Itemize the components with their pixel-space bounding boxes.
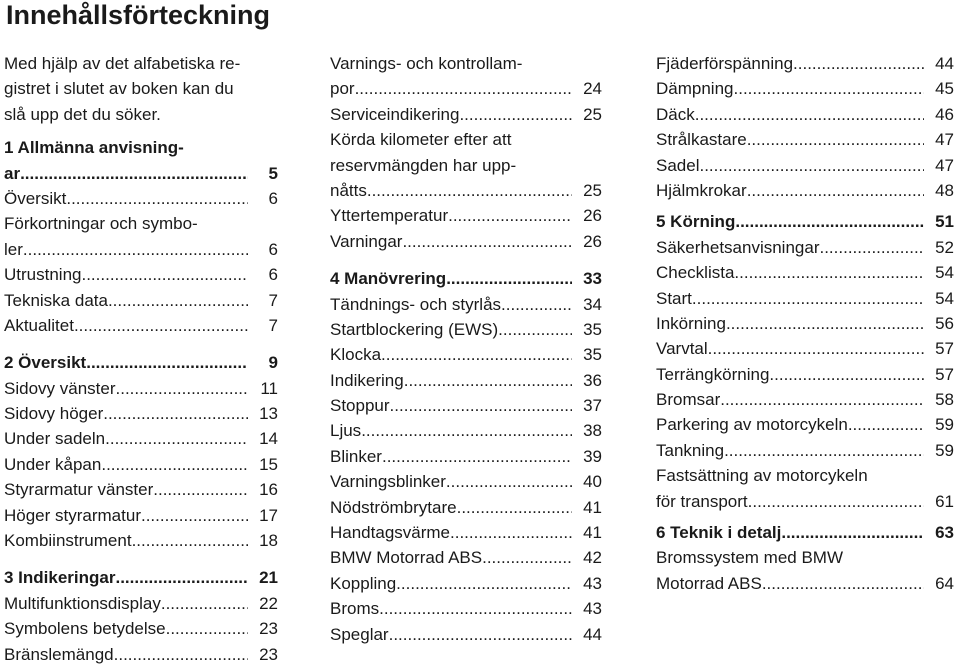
chapter-title: 6 Teknik i detalj [656, 523, 782, 543]
page-number: 24 [583, 79, 602, 99]
entry-title: Under sadeln [4, 429, 106, 449]
toc-entry[interactable] [656, 489, 954, 514]
dot-leader [355, 76, 572, 101]
dot-leader [114, 642, 248, 667]
dot-leader [748, 489, 924, 514]
toc-entry[interactable] [330, 229, 602, 254]
dot-leader [446, 469, 572, 494]
entry-title: Tändnings- och styrlås [330, 294, 502, 314]
chapter-title: 2 Översikt [4, 353, 87, 373]
dot-leader [86, 350, 248, 375]
dot-leader [361, 418, 572, 443]
entry-title: Säkerhetsanvisningar [656, 237, 820, 257]
dot-leader [450, 520, 572, 545]
chapter-heading[interactable] [4, 350, 278, 375]
page-number: 37 [583, 396, 602, 416]
dot-leader [20, 161, 248, 186]
dot-leader [708, 336, 924, 361]
page-number: 22 [259, 593, 278, 613]
page-number: 40 [583, 472, 602, 492]
dot-leader [459, 102, 572, 127]
toc-entry[interactable] [4, 591, 278, 616]
entry-title[interactable]: reservmängden har upp- [330, 155, 517, 175]
page-number: 34 [583, 294, 602, 314]
entry-title: Checklista [656, 263, 735, 283]
page-number: 23 [259, 619, 278, 639]
dot-leader [101, 452, 248, 477]
entry-title: Multifunktionsdisplay [4, 593, 161, 613]
toc-entry[interactable] [4, 401, 278, 426]
entry-title: Strålkastare [656, 130, 747, 150]
entry-title: Översikt [4, 188, 67, 208]
page-number: 59 [935, 440, 954, 460]
entry-title[interactable]: Bromssystem med BMW [656, 548, 844, 568]
dot-leader [720, 387, 924, 412]
entry-title: Sidovy höger [4, 404, 104, 424]
dot-leader [115, 565, 248, 590]
entry-title: Nödströmbrytare [330, 497, 457, 517]
toc-entry[interactable] [330, 495, 602, 520]
toc-entry[interactable] [656, 260, 954, 285]
page-number: 47 [935, 130, 954, 150]
toc-entry[interactable] [330, 444, 602, 469]
dot-leader [367, 178, 572, 203]
dot-leader [747, 178, 924, 203]
dot-leader [848, 412, 924, 437]
dot-leader [457, 495, 572, 520]
dot-leader [498, 317, 572, 342]
entry-title: Terrängkörning [656, 364, 770, 384]
page-number: 14 [259, 429, 278, 449]
entry-title: Motorrad ABS [656, 573, 762, 593]
page-number: 63 [935, 523, 954, 543]
entry-title: nåtts [330, 180, 367, 200]
toc-entry[interactable] [330, 393, 602, 418]
intro-text: gistret i slutet av boken kan du [4, 79, 234, 99]
toc-entry[interactable] [4, 452, 278, 477]
entry-title: Varningsblinker [330, 472, 446, 492]
dot-leader [734, 76, 925, 101]
toc-entry[interactable] [4, 186, 278, 211]
dot-leader [724, 438, 924, 463]
entry-title: Koppling [330, 573, 397, 593]
entry-title: Speglar [330, 624, 389, 644]
toc-entry[interactable] [330, 102, 602, 127]
entry-title: Styrarmatur vänster [4, 480, 154, 500]
dot-leader [501, 292, 572, 317]
entry-title: BMW Motorrad ABS [330, 548, 483, 568]
toc-entry[interactable] [330, 622, 602, 647]
toc-entry[interactable] [4, 262, 278, 287]
dot-leader [699, 153, 924, 178]
page-number: 35 [583, 319, 602, 339]
entry-title: Indikering [330, 370, 404, 390]
entry-title: Inkörning [656, 313, 726, 333]
entry-title: Serviceindikering [330, 104, 460, 124]
toc-entry[interactable] [656, 76, 954, 101]
chapter-title: 4 Manövrering [330, 269, 447, 289]
chapter-title: ar [4, 163, 21, 183]
page-number: 6 [268, 265, 278, 285]
page-number: 57 [935, 364, 954, 384]
toc-entry[interactable] [330, 317, 602, 342]
page-number: 25 [583, 104, 602, 124]
entry-title: Blinker [330, 446, 382, 466]
entry-title: Aktualitet [4, 315, 74, 335]
chapter-heading[interactable] [656, 209, 954, 234]
page-number: 7 [268, 315, 278, 335]
entry-title[interactable]: Förkortningar och symbo- [4, 214, 198, 234]
toc-entry[interactable] [656, 153, 954, 178]
page-number: 54 [935, 288, 954, 308]
page-number: 13 [259, 404, 278, 424]
toc-column-1 [4, 51, 278, 667]
toc-entry[interactable] [656, 286, 954, 311]
toc-entry[interactable] [330, 545, 602, 570]
toc-entry[interactable] [4, 237, 278, 262]
page-number: 39 [583, 446, 602, 466]
toc-entry[interactable] [656, 387, 954, 412]
chapter-heading[interactable] [656, 520, 954, 545]
dot-leader [116, 376, 249, 401]
page-number: 35 [583, 345, 602, 365]
page-number: 57 [935, 339, 954, 359]
page-number: 42 [583, 548, 602, 568]
page-number: 18 [259, 531, 278, 551]
toc-entry[interactable] [4, 528, 278, 553]
chapter-title: 3 Indikeringar [4, 568, 116, 588]
dot-leader [793, 51, 924, 76]
page-number: 21 [259, 568, 278, 588]
chapter-heading[interactable]: 1 Allmänna anvisning- [4, 138, 184, 158]
page-number: 47 [935, 155, 954, 175]
dot-leader [161, 591, 248, 616]
toc-column-3 [656, 51, 954, 596]
toc-entry[interactable] [656, 438, 954, 463]
entry-title: Kombiinstrument [4, 531, 132, 551]
toc-entry[interactable] [656, 336, 954, 361]
entry-title: Dämpning [656, 79, 734, 99]
dot-leader [108, 288, 248, 313]
toc-entry[interactable] [330, 571, 602, 596]
toc-column-2 [330, 51, 602, 647]
dot-leader [390, 393, 572, 418]
page-number: 9 [268, 353, 278, 373]
chapter-heading[interactable] [330, 266, 602, 291]
dot-leader [166, 616, 248, 641]
entry-title[interactable]: Fastsättning av motorcykeln [656, 466, 868, 486]
chapter-heading[interactable] [4, 565, 278, 590]
dot-leader [153, 477, 248, 502]
entry-title: för transport [656, 491, 748, 511]
page-number: 45 [935, 79, 954, 99]
page-number: 41 [583, 497, 602, 517]
page-number: 33 [583, 269, 602, 289]
toc-entry[interactable] [656, 311, 954, 336]
toc-entry[interactable] [4, 503, 278, 528]
toc-entry[interactable] [656, 51, 954, 76]
page-number: 23 [259, 644, 278, 664]
dot-leader [734, 260, 924, 285]
toc-entry[interactable] [4, 376, 278, 401]
page-number: 43 [583, 599, 602, 619]
page-number: 46 [935, 104, 954, 124]
toc-entry[interactable] [656, 412, 954, 437]
dot-leader [381, 342, 572, 367]
entry-title: Varningar [330, 231, 403, 251]
dot-leader [105, 426, 248, 451]
dot-leader [769, 362, 924, 387]
entry-title: Parkering av motorcykeln [656, 415, 848, 435]
entry-title: Hjälmkrokar [656, 180, 747, 200]
entry-title[interactable]: Varnings- och kontrollam- [330, 54, 523, 73]
toc-entry[interactable] [4, 642, 278, 667]
chapter-title: 5 Körning [656, 212, 736, 232]
dot-leader [762, 571, 924, 596]
toc-entry[interactable] [656, 127, 954, 152]
page-number: 26 [583, 231, 602, 251]
entry-title: Sidovy vänster [4, 378, 116, 398]
dot-leader [103, 401, 248, 426]
entry-title: Utrustning [4, 265, 82, 285]
page-number: 5 [268, 163, 278, 183]
entry-title: Broms [330, 599, 380, 619]
dot-leader [379, 596, 572, 621]
dot-leader [389, 622, 572, 647]
dot-leader [747, 127, 924, 152]
dot-leader [404, 368, 572, 393]
page-number: 6 [268, 188, 278, 208]
toc-entry[interactable] [330, 596, 602, 621]
toc-entry[interactable] [4, 616, 278, 641]
page-number: 61 [935, 491, 954, 511]
entry-title: Stoppur [330, 396, 390, 416]
dot-leader [66, 186, 248, 211]
entry-title: Sadel [656, 155, 700, 175]
page-number: 36 [583, 370, 602, 390]
entry-title: Yttertemperatur [330, 206, 449, 226]
dot-leader [446, 266, 572, 291]
page-number: 43 [583, 573, 602, 593]
entry-title: Tekniska data [4, 290, 108, 310]
entry-title: por [330, 79, 355, 99]
page-number: 41 [583, 523, 602, 543]
toc-entry[interactable] [330, 76, 602, 101]
toc-entry[interactable] [4, 313, 278, 338]
entry-title: Handtagsvärme [330, 523, 451, 543]
entry-title: Höger styrarmatur [4, 505, 141, 525]
page-number: 11 [260, 378, 278, 398]
page-number: 6 [268, 239, 278, 259]
toc-entry[interactable] [330, 203, 602, 228]
dot-leader [695, 102, 924, 127]
page-number: 59 [935, 415, 954, 435]
page-number: 64 [935, 573, 954, 593]
entry-title: Startblockering (EWS) [330, 319, 499, 339]
dot-leader [141, 503, 248, 528]
entry-title[interactable]: Körda kilometer efter att [330, 130, 512, 150]
toc-entry[interactable] [330, 178, 602, 203]
page-number: 44 [583, 624, 602, 644]
page-number: 25 [583, 180, 602, 200]
dot-leader [396, 571, 572, 596]
entry-title: Under kåpan [4, 454, 102, 474]
dot-leader [692, 286, 924, 311]
toc-entry[interactable] [4, 426, 278, 451]
page-number: 56 [935, 313, 954, 333]
entry-title: Tankning [656, 440, 725, 460]
dot-leader [726, 311, 924, 336]
dot-leader [482, 545, 572, 570]
entry-title: Start [656, 288, 692, 308]
toc-entry[interactable] [330, 418, 602, 443]
dot-leader [819, 235, 924, 260]
dot-leader [81, 262, 248, 287]
toc-entry[interactable] [656, 362, 954, 387]
dot-leader [781, 520, 924, 545]
page-number: 38 [583, 421, 602, 441]
page-number: 26 [583, 206, 602, 226]
chapter-heading[interactable] [4, 161, 278, 186]
entry-title: Fjäderförspänning [656, 54, 794, 73]
entry-title: ler [4, 239, 23, 259]
toc-entry[interactable] [656, 571, 954, 596]
toc-entry[interactable] [4, 477, 278, 502]
page-number: 51 [935, 212, 954, 232]
page-number: 52 [935, 237, 954, 257]
toc-entry[interactable] [330, 368, 602, 393]
toc-entry[interactable] [656, 102, 954, 127]
entry-title: Varvtal [656, 339, 708, 359]
entry-title: Bromsar [656, 390, 721, 410]
dot-leader [132, 528, 248, 553]
page-number: 16 [259, 480, 278, 500]
page-number: 54 [935, 263, 954, 283]
dot-leader [402, 229, 572, 254]
entry-title: Klocka [330, 345, 382, 365]
toc-entry[interactable] [4, 288, 278, 313]
page-number: 44 [935, 54, 954, 73]
entry-title: Ljus [330, 421, 362, 441]
dot-leader [448, 203, 572, 228]
toc-entry[interactable] [330, 469, 602, 494]
page-title: Innehållsförteckning [6, 0, 271, 30]
dot-leader [735, 209, 924, 234]
intro-text: Med hjälp av det alfabetiska re- [4, 54, 241, 73]
entry-title: Symbolens betydelse [4, 619, 166, 639]
toc-entry[interactable] [330, 520, 602, 545]
page-number: 17 [259, 505, 278, 525]
entry-title: Däck [656, 104, 695, 124]
page-number: 15 [259, 454, 278, 474]
toc-entry[interactable] [330, 292, 602, 317]
dot-leader [74, 313, 248, 338]
page-number: 48 [935, 180, 954, 200]
dot-leader [382, 444, 572, 469]
toc-entry[interactable] [656, 178, 954, 203]
page-number: 7 [268, 290, 278, 310]
toc-entry[interactable] [656, 235, 954, 260]
dot-leader [23, 237, 248, 262]
intro-text: slå upp det du söker. [4, 104, 161, 124]
page-number: 58 [935, 390, 954, 410]
entry-title: Bränslemängd [4, 644, 114, 664]
toc-entry[interactable] [330, 342, 602, 367]
